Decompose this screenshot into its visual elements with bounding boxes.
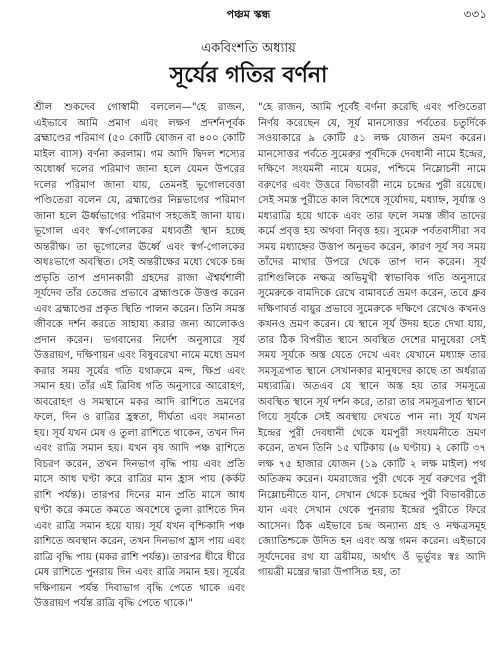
page-number: ৩৩১ bbox=[463, 7, 487, 21]
running-header-title: পঞ্চম স্কন্ধ bbox=[226, 8, 271, 21]
right-column-text bbox=[258, 100, 486, 645]
right-paragraph: "হে রাজন, আমি পূর্বেই বর্ণনা করেছি এবং পণ্ডিতেরা নির্ণয় করেছেন যে, সূর্য মানসোত্তর পর্বতের চতুর্দিকে সওয়াকারে ৯ কোটি ৫১ লক্ষ যোজন ভ্রমণ করেন। মানসোত্তর পর্বতে সুমেরুর পূর্বদিকে দেবধানী নামে ইন্দ্রের, দক্ষিণে সংযমনী নামে যমের, পশ্চিমে নিম্লোচনী নামে বরুণের এবং উত্তরে বিভাবরী নামে চন্দ্রের পুরী রয়েছে। সেই সমস্ত পুরীতে কাল বিশেষে সূর্যোদয়, মধ্যাহ্ন, সূর্যাস্ত ও মধ্যরাত্রি হয়ে থাকে এবং তার ফলে সমস্ত জীব তাদের কর্মে প্রবৃত্ত হয় অথবা নিবৃত্ত হয়। সুমেরু পর্বতবাসীরা সব সময় মধ্যাহ্নের উত্তাপ অনুভব করেন, কারণ সূর্য সব সময় তাঁদের মাথার উপরে থেকে তাপ দান করেন। সূর্য রাশিগুলিকে নক্ষত্র অভিমুখী স্বাভাবিক গতি অনুসারে সুমেরুকে বামদিকে রেখে বামাবর্তে ভ্রমণ করেন, তবে ধ্রুব দক্ষিণাবর্ত বায়ুর প্রভাবে সুমেরুকে দক্ষিণে রেখেও কখনও কখনও ভ্রমণ করেন। যে স্থানে সূর্য উদয় হতে দেখা যায়, তার ঠিক বিপরীত স্থানে অবস্থিত দেশের মানুষেরা সেই সময় সূর্যকে অস্ত যেতে দেখে এবং যেখানে মধ্যাহ্ন তার সমসূত্রপাত স্থানে সেখানকার মানুষদের কাছে তা অর্ধরাত্র মধ্যরাত্রি। অতএব যে স্থানে অস্ত হয় তার সমসূত্রে অবস্থিত স্থানে সূর্য দর্শন করে, তারা তার সমসূত্রপাত স্থানে গিয়ে সূর্যকে সেই অবস্থায় দেখতে পান না। সূর্য যখন ইন্দ্রের পুরী দেবধানী থেকে যমপুরী সংযমনীতে ভ্রমণ করেন, তখন তিনি ১৫ ঘটিকায় (৬ ঘণ্টায়) ২ কোটি ৩৭ লক্ষ ৭৫ হাজার যোজন (১৯ কোটি ২ লক্ষ মাইল) পথ অতিক্রম করেন। যমরাজের পুরী থেকে সূর্য বরুণের পুরী নিম্লোচনীতে যান, সেখান থেকে চন্দ্রের পুরী বিভাবরীতে যান এবং সেখান থেকে পুনরায় ইন্দ্রের পুরীতে ফিরে আসেন। ঠিক এইভাবে চন্দ্র অন্যান্য গ্রহ ও নক্ষত্রসমূহ জ্যোতিশ্চক্রে উদিত হন এবং অস্ত গমন করেন। এইভাবে সূর্যদেবের রথ যা ত্রয়ীময়, অর্থাৎ ওঁ ভূর্ভুবঃ স্বঃ আদি গায়ত্রী মন্ত্রের দ্বারা উপাসিত হয়, তা bbox=[258, 102, 486, 578]
left-column-text bbox=[34, 100, 245, 645]
left-paragraph: শ্রীল শুকদেব গোস্বামী বললেন—"হে রাজন, এইভাবে আমি প্রমাণ এবং লক্ষণ প্রদর্শনপূর্বক ব্রহ্মাণ্ডের পরিমাণ (৫০ কোটি যোজন বা ৪০০ কোটি মাইল ব্যাস) বর্ণনা করলাম। গম আদি দ্বিদল শস্যের অধোর্ধ্ব দলের পরিমাণ জানা হলে যেমন উপরের দলের পরিমাণ জানা যায়, তেমনই ভূগোলবেত্তা পণ্ডিতেরা বলেন যে, ব্রহ্মাণ্ডের নিম্নভাগের পরিমাণ জানা হলে ঊর্ধ্বভাগের পরিমাণ সহজেই জানা যায়। ভূগোল এবং স্বর্গ-গোলকের মধ্যবর্তী স্থান হচ্ছে অন্তরীক্ষ। তা ভূগোলের ঊর্ধ্বে এবং স্বর্গ-গোলকের অধঃভাগে অবস্থিত। সেই অন্তরীক্ষের মধ্যে থেকে চন্দ্র প্রভৃতি তাপ প্রদানকারী গ্রহদের রাজা ঐশ্বর্যশালী সূর্যদেব তাঁর তেজের প্রভাবে ব্রহ্মাণ্ডকে উত্তপ্ত করেন এবং ব্রহ্মাণ্ডের প্রকৃত স্থিতি পালন করেন। তিনি সমস্ত জীবকে দর্শন করতে সাহায্য করার জন্য আলোকও প্রদান করেন। ভগবানের নির্দেশ অনুসারে সূর্য উত্তরায়ণ, দক্ষিণায়ন এবং বিষুবরেখা নামে মধ্যে ভ্রমণ করার সময় সূর্যের গতি যথাক্রমে মন্দ, ক্ষিপ্র এবং সমান হয়। তাঁর এই ত্রিবিধ গতি অনুসারে আরোহণ, অবরোহণ ও সমস্থানে মকর আদি রাশিতে ভ্রমণের ফলে, দিন ও রাত্রির হ্রস্বতা, দীর্ঘতা এবং সমানতা হয়। সূর্য যখন মেষ ও তুলা রাশিতে থাকেন, তখন দিন এবং রাত্রি সমান হয়। যখন বৃষ আদি পঞ্চ রাশিতে বিচরণ করেন, তখন দিনভাগ বৃদ্ধি পায় এবং প্রতি মাসে আধ ঘণ্টা করে রাত্রির মান হ্রাস পায় (কর্কট রাশি পর্যন্ত)। তারপর দিনের মান প্রতি মাসে আধ ঘণ্টা করে কমতে কমতে অবশেষে তুলা রাশিতে দিন এবং রাত্রি সমান হয়ে যায়। সূর্য যখন বৃশ্চিকাদি পঞ্চ রাশিতে অবস্থান করেন, তখন দিনভাগ হ্রাস পায় এবং রাত্রি বৃদ্ধি পায় (মকর রাশি পর্যন্ত)। তারপর ধীরে ধীরে মেষ রাশিতে পুনরায় দিন এবং রাত্রি সমান হয়। সূর্যের দক্ষিণায়ন পর্যন্ত দিবাভাগ বৃদ্ধি পেতে থাকে এবং উত্তরায়ণ পর্যন্ত রাত্রি বৃদ্ধি পেতে থাকে।" bbox=[34, 102, 245, 609]
chapter-subtitle: একবিংশতি অধ্যায় bbox=[201, 41, 296, 56]
chapter-title: সূর্যের গতির বর্ণনা bbox=[169, 62, 328, 88]
